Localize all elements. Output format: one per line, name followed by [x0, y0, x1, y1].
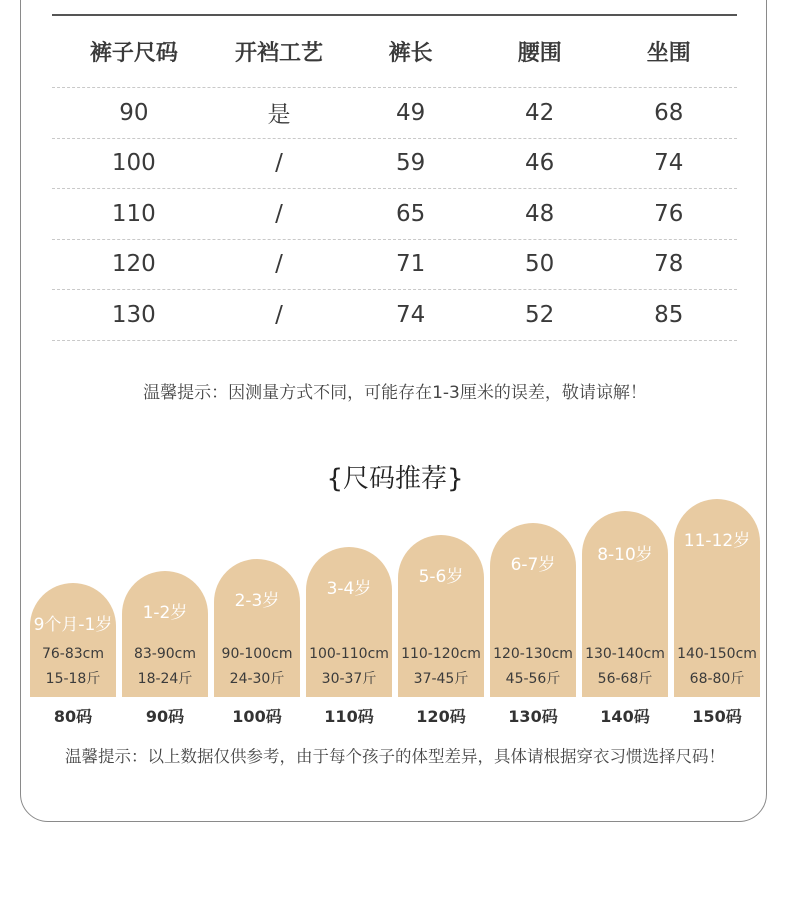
cell-crotch: /: [275, 251, 283, 278]
cell-hip: 85: [654, 301, 684, 328]
measurement-note: 温馨提示：因测量方式不同，可能存在1-3厘米的误差，敬请谅解！: [143, 383, 647, 403]
cell-size: 120: [111, 251, 156, 278]
height-range: 140-150cm: [677, 646, 757, 662]
cell-size: 130: [111, 301, 156, 328]
size-code: 140码: [600, 707, 650, 726]
age-label: 9个月-1岁: [33, 615, 113, 635]
height-range: 83-90cm: [133, 646, 196, 662]
cell-crotch: 是: [267, 102, 291, 129]
header-length: 裤长: [388, 41, 433, 66]
cell-crotch: /: [275, 301, 283, 328]
header-crotch: 开裆工艺: [235, 41, 324, 66]
size-code: 90码: [145, 707, 185, 726]
cell-waist: 52: [525, 301, 555, 328]
age-label: 8-10岁: [597, 545, 653, 565]
cell-size: 110: [111, 200, 156, 227]
reference-note: 温馨提示：以上数据仅供参考，由于每个孩子的体型差异，具体请根据穿衣习惯选择尺码！: [65, 747, 725, 766]
height-range: 76-83cm: [41, 646, 104, 662]
cell-length: 71: [395, 251, 426, 278]
height-range: 120-130cm: [493, 646, 573, 662]
height-range: 100-110cm: [309, 646, 389, 662]
cell-waist: 50: [525, 251, 555, 278]
header-hip: 坐围: [646, 41, 691, 66]
cell-waist: 42: [525, 99, 555, 126]
cell-hip: 74: [654, 150, 684, 177]
cell-crotch: /: [275, 200, 283, 227]
cell-length: 65: [395, 200, 426, 227]
cell-size: 90: [119, 99, 149, 126]
cell-hip: 76: [654, 200, 684, 227]
weight-range: 56-68斤: [597, 671, 653, 687]
age-label: 11-12岁: [683, 531, 751, 551]
cell-waist: 48: [525, 200, 555, 227]
size-code: 80码: [53, 707, 93, 726]
size-code: 150码: [692, 707, 742, 726]
cell-length: 74: [395, 301, 426, 328]
weight-range: 37-45斤: [413, 671, 469, 687]
cell-waist: 46: [525, 150, 555, 177]
size-code: 110码: [324, 707, 374, 726]
weight-range: 30-37斤: [321, 671, 377, 687]
cell-size: 100: [111, 150, 156, 177]
cell-length: 59: [395, 150, 426, 177]
weight-range: 18-24斤: [137, 671, 193, 687]
age-label: 6-7岁: [510, 555, 556, 575]
age-label: 2-3岁: [234, 591, 280, 611]
size-code: 120码: [416, 707, 466, 726]
size-code: 100码: [232, 707, 282, 726]
height-range: 130-140cm: [585, 646, 665, 662]
cell-hip: 78: [654, 251, 684, 278]
size-code: 130码: [508, 707, 558, 726]
header-waist: 腰围: [517, 41, 562, 66]
cell-hip: 68: [654, 99, 684, 126]
cell-crotch: /: [275, 150, 283, 177]
weight-range: 68-80斤: [689, 671, 745, 687]
weight-range: 15-18斤: [45, 671, 101, 687]
recommend-title: {尺码推荐}: [326, 464, 464, 494]
age-label: 5-6岁: [418, 567, 464, 587]
weight-range: 45-56斤: [505, 671, 561, 687]
age-label: 3-4岁: [326, 579, 372, 599]
header-size: 裤子尺码: [89, 41, 178, 66]
height-range: 90-100cm: [221, 646, 293, 662]
weight-range: 24-30斤: [229, 671, 285, 687]
height-range: 110-120cm: [401, 646, 481, 662]
cell-length: 49: [395, 99, 426, 126]
age-label: 1-2岁: [142, 603, 188, 623]
